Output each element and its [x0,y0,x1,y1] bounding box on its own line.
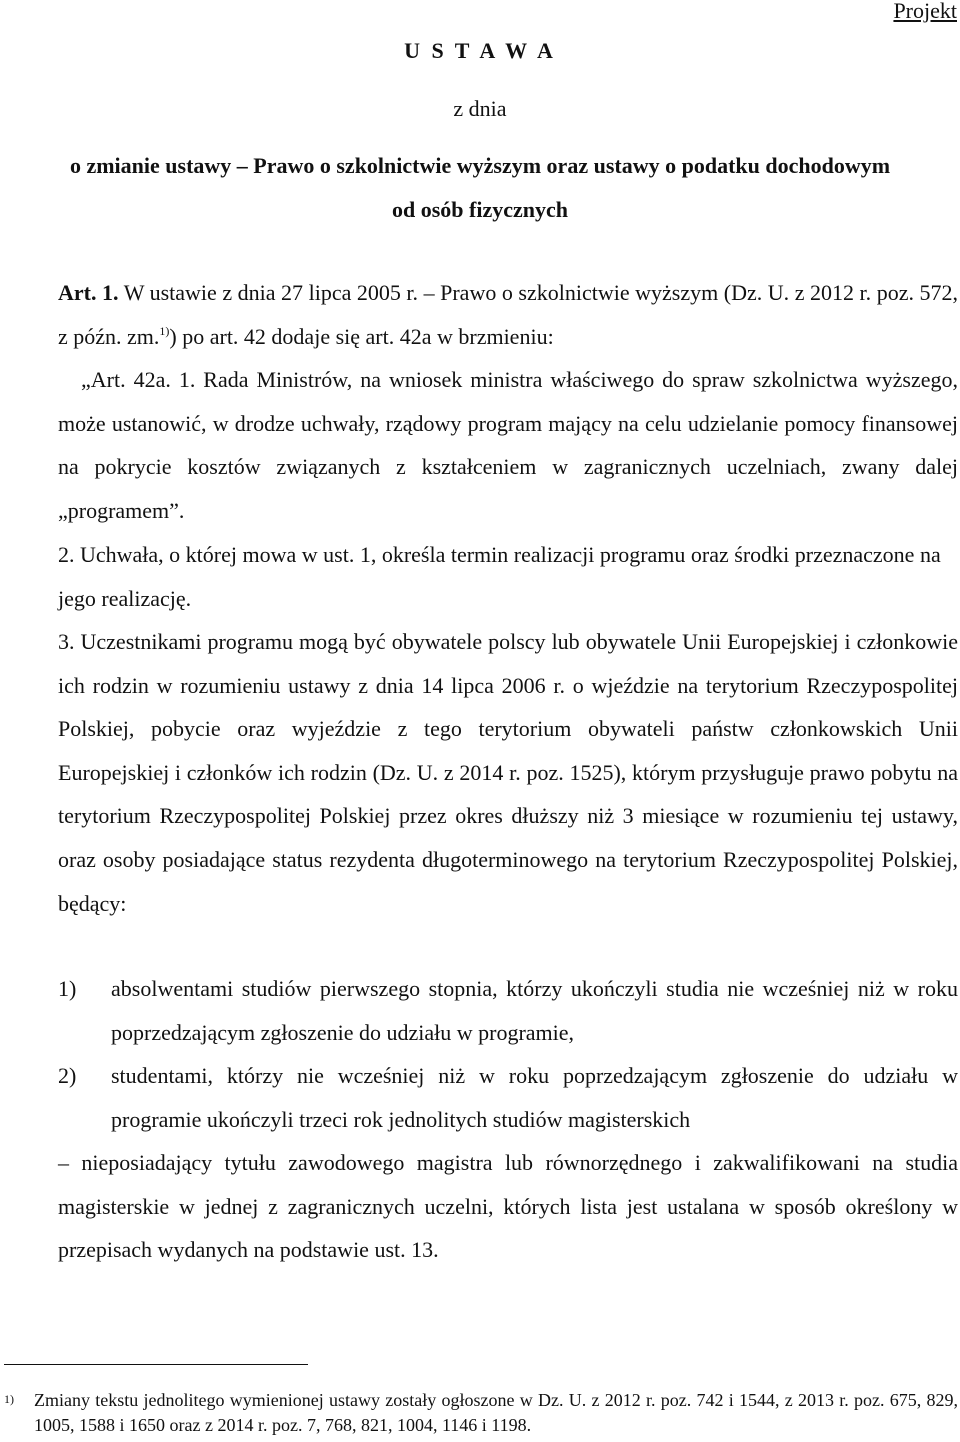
list-item-text: studentami, którzy nie wcześniej niż w roku poprzedzającym zgłoszenie do udziału w programie ukończyli trzeci rok jednolitych studiów magisterskich [111,1063,958,1132]
footnote-reference[interactable]: 1) [159,323,170,338]
list-item [58,1054,958,1141]
footnote-mark: 1) [4,1392,14,1406]
article-1-text: W ustawie z dnia 27 lipca 2005 r. – Prawo o szkolnictwie wyższym (Dz. U. z 2012 r. poz. 572, z późn. zm. [58,280,959,349]
article-1-text-end: ) po art. 42 dodaje się art. 42a w brzmieniu: [169,323,554,349]
subject-line-2: od osób fizycznych [392,197,568,222]
list-item-number: 2) [58,1063,77,1088]
footnote-text: Zmiany tekstu jednolitego wymienionej ustawy zostały ogłoszone w Dz. U. z 2012 r. poz. 742 i 1544, z 2013 r. poz. 675, 829, 1005, 1588 i 1650 oraz z 2014 r. poz. 7, 768, 821, 1004, 1146 i 1198. [34,1390,958,1435]
document-title: U S T A W A [404,38,556,63]
footnote-separator [4,1364,308,1365]
article-1 [58,271,958,358]
list-item [58,967,958,1054]
article-42a-tail: – nieposiadający tytułu zawodowego magistra lub równorzędnego i zakwalifikowani na studia magisterskie w jednej z zagranicznych uczelni, których lista jest ustalana w sposób określony w przepisach wydanych na podstawie ust. 13. [58,1150,958,1263]
article-42a-para-3: 3. Uczestnikami programu mogą być obywatele polscy lub obywatele Unii Europejskiej i członkowie ich rodzin w rozumieniu ustawy z dnia 14 lipca 2006 r. o wjeździe na terytorium Rzeczypospolitej Polskiej, pobycie oraz wyjeździe z tego terytorium obywateli państw członkowskich Unii Europejskiej i członków ich rodzin (Dz. U. z 2014 r. poz. 1525), którym przysługuje prawo pobytu na terytorium Rzeczypospolitej Polskiej przez okres dłuższy niż 3 miesiące w rozumieniu tej ustawy, oraz osoby posiadające status rezydenta długoterminowego na terytorium Rzeczypospolitej Polskiej, będący: [58,629,958,916]
list-item-text: absolwentami studiów pierwszego stopnia, którzy ukończyli studia nie wcześniej niż w roku poprzedzającym zgłoszenie do udziału w programie, [111,976,958,1045]
list-item-number: 1) [58,976,77,1001]
article-42a-para-2: 2. Uchwała, o której mowa w ust. 1, określa termin realizacji programu oraz środki przeznaczone na jego realizację. [58,542,941,611]
article-1-label: Art. 1. [58,280,119,305]
article-42a-intro: „Art. 42a. 1. Rada Ministrów, na wniosek ministra właściwego do spraw szkolnictwa wyższego, może ustanowić, w drodze uchwały, rządowy program mający na celu udzielanie pomocy finansowej na pokrycie kosztów związanych z kształceniem w zagranicznych uczelniach, zwany dalej „programem”. [58,367,958,523]
subject-line-1: o zmianie ustawy – Prawo o szkolnictwie wyższym oraz ustawy o podatku dochodowym [69,153,891,178]
projekt-label: Projekt [893,0,957,23]
document-date: z dnia [453,96,507,121]
